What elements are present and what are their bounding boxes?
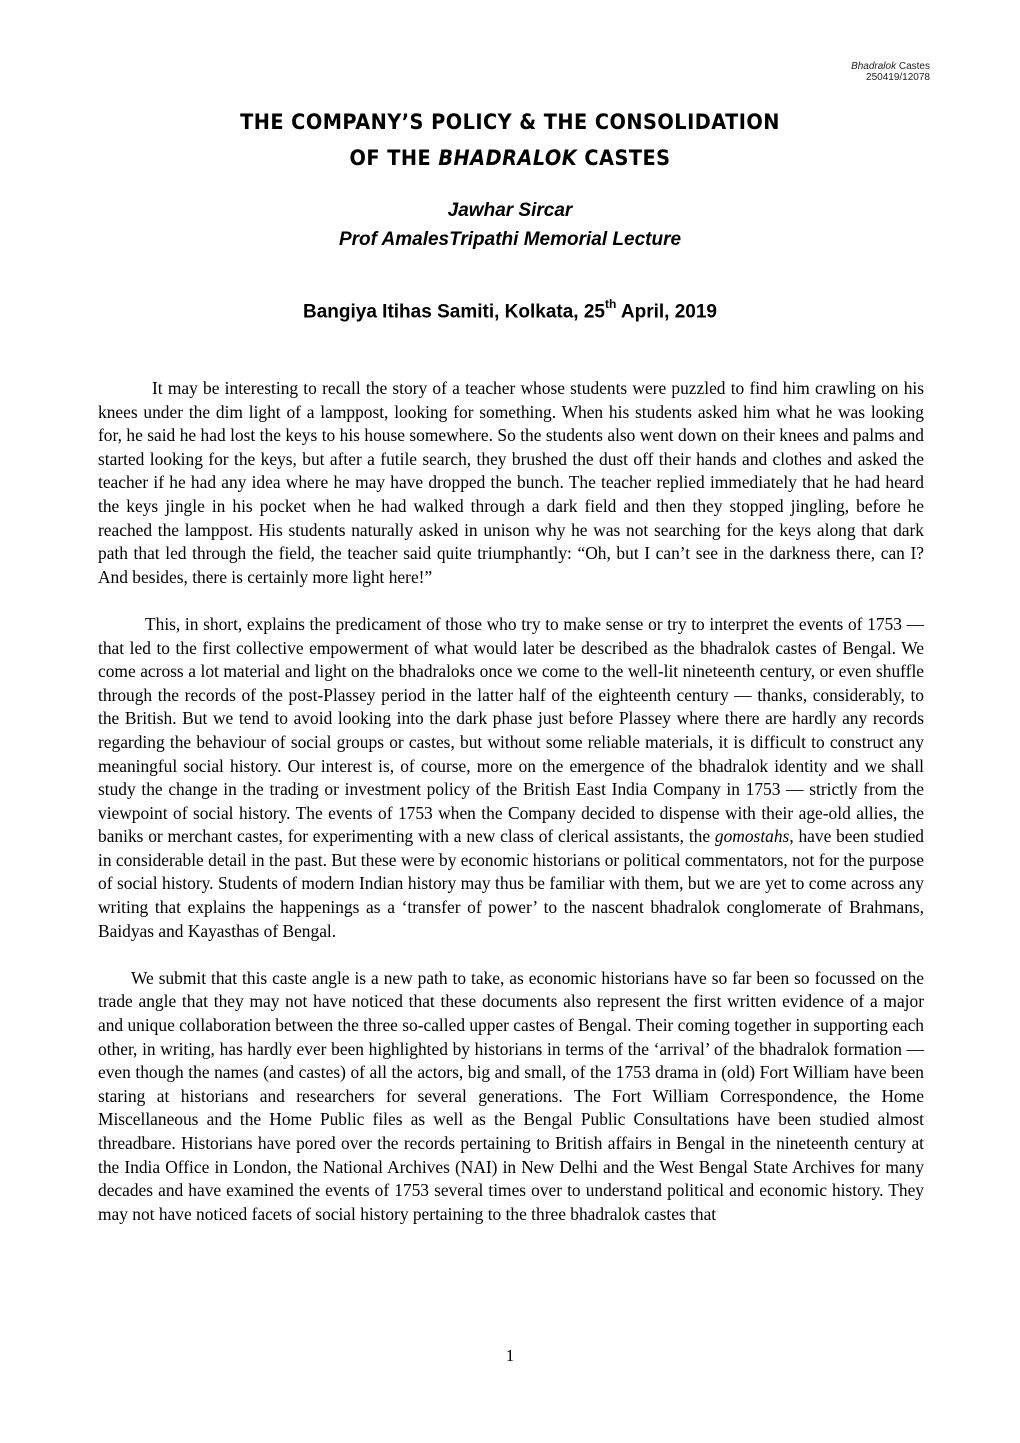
author-block <box>0 196 1020 254</box>
paragraph-3: We submit that this caste angle is a new path to take, as economic historians have so far been so focussed on the trade angle that they may not have noticed that these documents also represent the first written evidence of a major and unique collaboration between the three so-called upper castes of Bengal. Their coming together in supporting each other, in writing, has hardly ever been highlighted by historians in terms of the ‘arrival’ of the bhadralok formation — even though the names (and castes) of all the actors, big and small, of the 1753 drama in (old) Fort William have been staring at historians and researchers for several generations. The Fort William Correspondence, the Home Miscellaneous and the Home Public files as well as the Bengal Public Consultations have been studied almost threadbare. Historians have pored over the records pertaining to British affairs in Bengal in the nineteenth century at the India Office in London, the National Archives (NAI) in New Delhi and the West Bengal State Archives for many decades and have examined the events of 1753 several times over to understand political and economic history. They may not have noticed facets of social history pertaining to the three bhadralok castes that <box>98 967 924 1224</box>
page-number: 1 <box>505 1346 515 1365</box>
reference-label-rest: Castes <box>896 61 930 72</box>
reference-label <box>851 61 930 72</box>
title-line-2 <box>41 140 979 176</box>
title-line-1: THE COMPANY’S POLICY & THE CONSOLIDATION <box>240 110 780 134</box>
venue-date-rest: April, 2019 <box>616 301 717 323</box>
document-reference <box>851 61 930 83</box>
paragraph-2-text-a: This, in short, explains the predicament of those who try to make sense or try to interpret the events of 1753 — that led to the first collective empowerment of what would later be described as the bhadralok castes of Bengal. We come across a lot material and light on the bhadraloks once we come to the well-lit nineteenth century, or even shuffle through the records of the post-Plassey period in the latter half of the eighteenth century — thanks, considerably, to the British. But we tend to avoid looking into the dark phase just before Plassey where there are hardly any records regarding the behaviour of social groups or castes, but without some reliable materials, it is difficult to construct any meaningful social history. Our interest is, of course, more on the emergence of the bhadralok identity and we shall study the change in the trading or investment policy of the British East India Company in 1753 — strictly from the viewpoint of social history. The events of 1753 when the Company decided to dispense with their age-old allies, the baniks or merchant castes, for experimenting with a new class of clerical assistants, the <box>98 613 924 847</box>
paragraph-2-italic-term: gomostahs <box>714 826 790 847</box>
venue-text: Bangiya Itihas Samiti, Kolkata, 25 <box>302 301 605 323</box>
reference-label-italic: Bhadralok <box>851 61 897 72</box>
paragraph-2 <box>98 613 924 943</box>
reference-number: 250419/12078 <box>866 72 930 83</box>
document-title <box>41 104 979 176</box>
paragraph-1: It may be interesting to recall the story of a teacher whose students were puzzled to find him crawling on his knees under the dim light of a lamppost, looking for something. When his students asked him what he was looking for, he said he had lost the keys to his house somewhere. So the students also went down on their knees and palms and started looking for the keys, but after a futile search, they brushed the dust off their hands and clothes and asked the teacher if he had any idea where he may have dropped the bunch. The teacher replied immediately that he had heard the keys jingle in his pocket when he had walked through a dark field and then they stopped jingling, before he reached the lamppost. His students naturally asked in unison why he was not searching for the keys along that dark path that led through the field, the teacher said quite triumphantly: “Oh, but I can’t see in the darkness there, can I? And besides, there is certainly more light here!” <box>98 378 924 587</box>
paragraph-2-text-b: , have been studied in considerable detail in the past. But these were by economic historians or political commentators, not for the purpose of social history. Students of modern Indian history may thus be familiar with them, but we are yet to come across any writing that explains the happenings as a ‘transfer of power’ to the nascent bhadralok conglomerate of Brahmans, Baidyas and Kayasthas of Bengal. <box>98 826 924 941</box>
title-line-2-italic: BHADRALOK <box>438 146 578 170</box>
lecture-name: Prof AmalesTripathi Memorial Lecture <box>338 229 682 250</box>
author-name: Jawhar Sircar <box>447 200 573 221</box>
document-body <box>98 377 924 1226</box>
title-line-2-post: CASTES <box>577 146 671 170</box>
venue-date <box>0 293 1020 325</box>
venue-date-suffix: th <box>604 297 617 311</box>
title-line-2-pre: OF THE <box>349 146 439 170</box>
